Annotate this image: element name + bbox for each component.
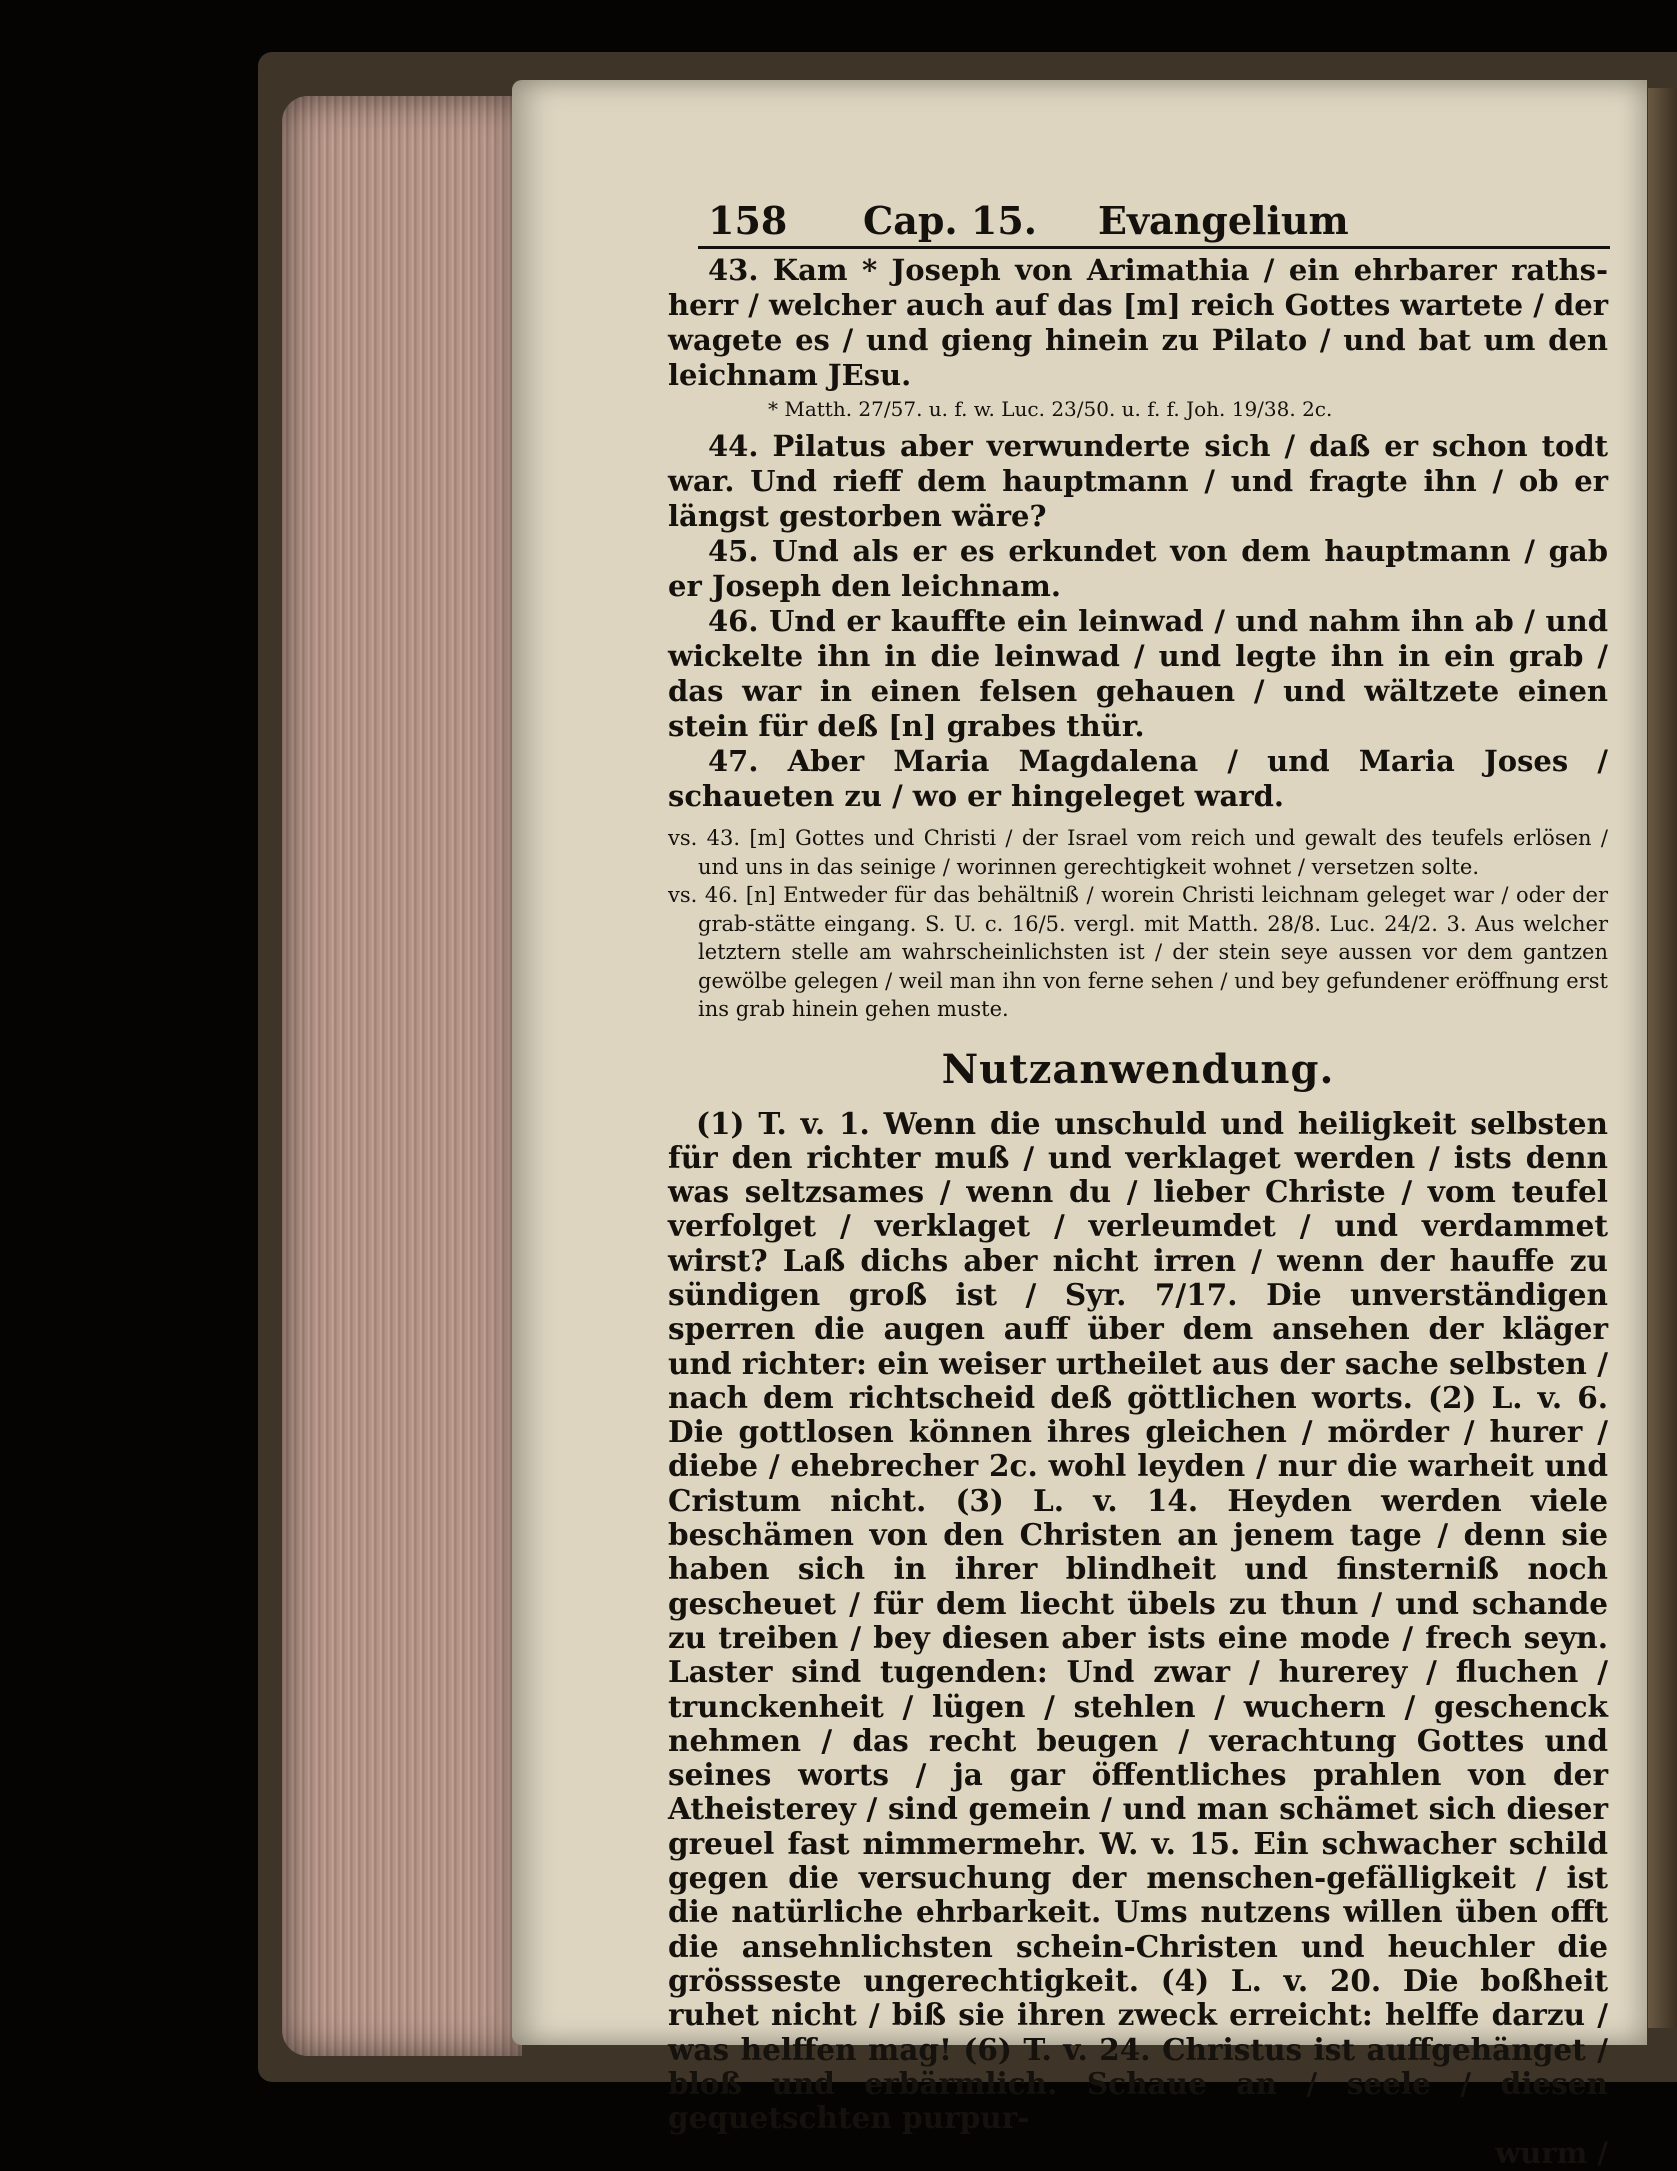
verse-43: 43. Kam * Joseph von Arimathia / ein ehrbarer raths-herr / welcher auch auf das [m] reich Gottes wartete / der wagete es / und gieng hinein zu Pilato / und bat um den leichnam JEsu.: [668, 253, 1608, 392]
page-text: [668, 198, 1608, 2171]
page-edges: [282, 96, 522, 2056]
running-header: [668, 198, 1608, 246]
footnote-m: vs. 43. [m] Gottes und Christi / der Israel vom reich und gewalt des teufels erlösen / und uns in das seinige / worinnen gerechtigkeit wohnet / versetzen solte.: [668, 826, 1608, 879]
header-rule: [698, 246, 1610, 249]
verse-44: 44. Pilatus aber verwunderte sich / daß er schon todt war. Und rieff dem hauptmann / und fragte ihn / ob er längst gestorben wäre?: [668, 429, 1608, 533]
verse-45: 45. Und als er es erkundet von dem hauptmann / gab er Joseph den leichnam.: [668, 534, 1608, 603]
footnotes: [668, 824, 1608, 1024]
cross-reference: * Matth. 27/57. u. f. w. Luc. 23/50. u. f. f. Joh. 19/38. 2c.: [768, 397, 1333, 421]
section-heading: Nutzanwendung.: [941, 1045, 1335, 1093]
application-text: (1) T. v. 1. Wenn die unschuld und heiligkeit selbsten für den richter muß / und verklaget werden / ists denn was seltzsames / wenn du / lieber Christe / vom teufel verfolget / verklaget / verleumdet / und verdammet wirst? Laß dichs aber nicht irren / wenn der hauffe zu sündigen groß ist / Syr. 7/17. Die unverständigen sperren die augen auff über dem ansehen der kläger und richter: ein weiser urtheilet aus der sache selbsten / nach dem richtscheid deß göttlichen worts. (2) L. v. 6. Die gottlosen können ihres gleichen / mörder / hurer / diebe / ehebrecher 2c. wohl leyden / nur die warheit und Cristum nicht. (3) L. v. 14. Heyden werden viele beschämen von den Christen an jenem tage / denn sie haben sich in ihrer blindheit und finsterniß noch gescheuet / für dem liecht übels zu thun / und schande zu treiben / bey diesen aber ists eine mode / frech seyn. Laster sind tugenden: Und zwar / hurerey / fluchen / trunckenheit / lügen / stehlen / wuchern / geschenck nehmen / das recht beugen / verachtung Gottes und seines worts / ja gar öffentliches prahlen von der Atheisterey / sind gemein / und man schämet sich dieser greuel fast nimmermehr. W. v. 15. Ein schwacher schild gegen die versuchung der menschen-gefälligkeit / ist die natürliche ehrbarkeit. Ums nutzens willen üben offt die ansehnlichsten schein-Christen und heuchler die grössseste ungerechtigkeit. (4) L. v. 20. Die boßheit ruhet nicht / biß sie ihren zweck erreicht: helffe darzu / was helffen mag! (6) T. v. 24. Christus ist auffgehänget / bloß und erbärmlich. Schaue an / seele / diesen gequetschten purpur-: [668, 1105, 1608, 2136]
chapter-label: Cap. 15.: [863, 198, 1038, 243]
running-title: Evangelium: [1098, 198, 1349, 243]
footnote-n: vs. 46. [n] Entweder für das behältniß / worein Christi leichnam geleget war / oder der grab-stätte eingang. S. U. c. 16/5. vergl. mit Matth. 28/8. Luc. 24/2. 3. Aus welcher letztern stelle am wahrscheinlichsten ist / der stein seye aussen vor dem gantzen gewölbe gelegen / weil man ihn von ferne sehen / und bey gefundener eröffnung erst ins grab hinein gehen muste.: [668, 883, 1608, 1021]
catchword: wurm /: [1495, 2136, 1608, 2171]
verse-47: 47. Aber Maria Magdalena / und Maria Joses / schaueten zu / wo er hingeleget ward.: [668, 744, 1608, 813]
facing-page-edge: [1648, 88, 1677, 2028]
page-number: 158: [708, 198, 788, 243]
verse-46: 46. Und er kauffte ein leinwad / und nahm ihn ab / und wickelte ihn in die leinwad / und legte ihn in ein grab / das war in einen felsen gehauen / und wältzete einen stein für deß [n] grabes thür.: [668, 604, 1608, 743]
